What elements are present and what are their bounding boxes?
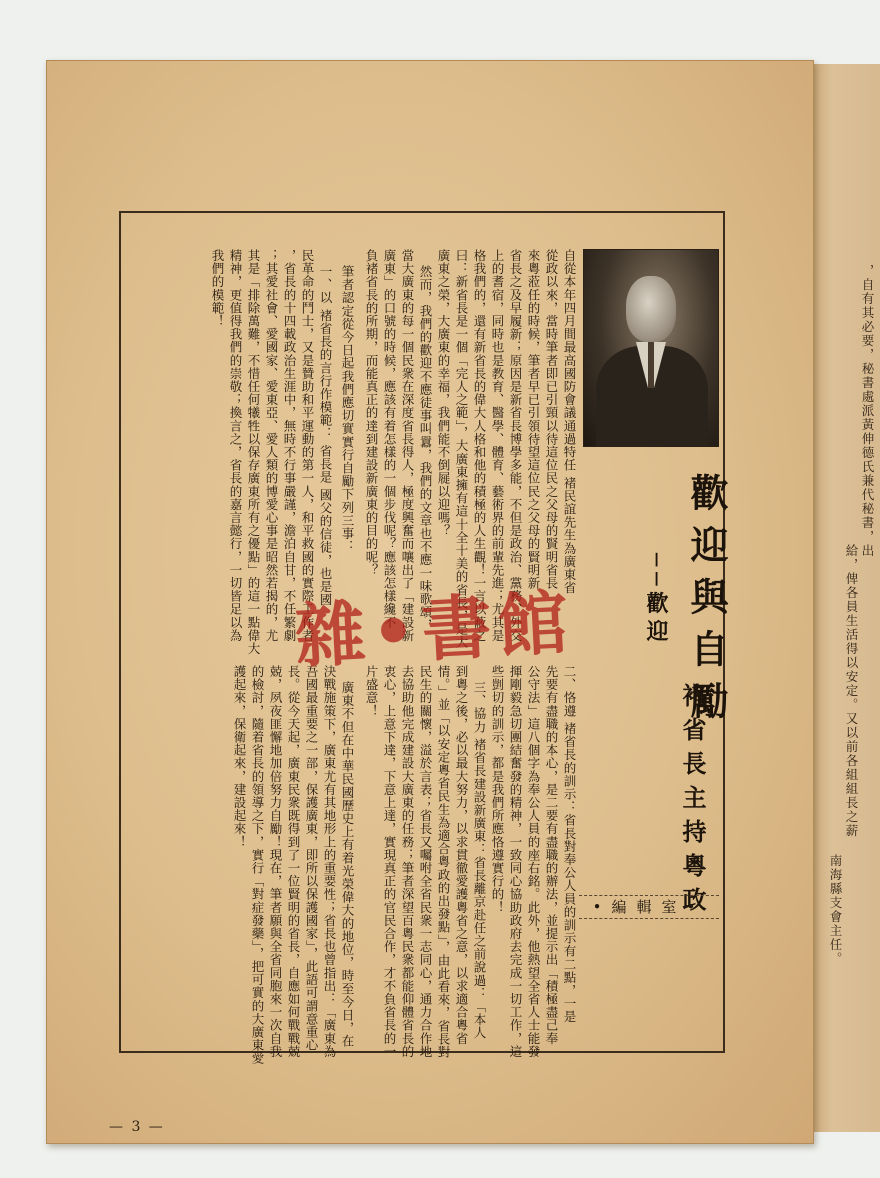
text-column: 上的耆宿，同時也是教育、醫學、體育、藝術界的前輩先進；尤其是 bbox=[490, 249, 505, 642]
text-column: 省長之及早履新；原因是新省長博學多能，不但是政治、黨務、外交 bbox=[508, 249, 523, 642]
article-subtitle-name: 褚省長主持粵政 bbox=[678, 683, 707, 921]
text-column: ，省長的十四載政治生涯中，無時不行事嚴謹，澹泊自甘，不任繁劇 bbox=[282, 249, 297, 642]
text-column: 公守法」這八個字為奉公人員的座右銘。此外，他熱望全省人士能發 bbox=[526, 665, 541, 1058]
text-column: ；其愛社會、愛國家、愛東亞、愛人類的博愛心事是昭然若揭的，尤 bbox=[264, 249, 279, 642]
text-column: 揮剛毅急切團結奮發的精神，一致同心協助政府去完成一切工作，這 bbox=[508, 665, 523, 1058]
text-column: 來粵蒞任的時候，筆者早已引領待望這位民之父母的賢明新 bbox=[526, 249, 541, 590]
text-column: 三、協力 褚省長建設新廣東：省長離京赴任之前說過：「本人 bbox=[472, 681, 487, 1040]
text-column: 廣東不但在中華民國歷史上有着光榮偉大的地位，時至今日，在 bbox=[340, 681, 355, 1048]
text-column: 片盛意！ bbox=[364, 665, 379, 718]
text-column: 從政以來，當時筆者即已引頸以待這位民之父母的賢明省長 bbox=[544, 249, 559, 590]
text-column: 我們的模範！ bbox=[210, 249, 225, 328]
text-column: 廣東」的口號的時候，應該有着怎樣的一個步伐呢？應該怎樣纔不 bbox=[382, 249, 397, 629]
byline: •編輯室• bbox=[579, 895, 719, 919]
text-column: 到粵之後，必以最大努力，以求貫徹愛護粵省之意，以求適合粵省 bbox=[454, 665, 469, 1045]
text-column: 去協助他完成建設大廣東的任務；筆者深望百粵民衆都能仰體省長的 bbox=[400, 665, 415, 1058]
text-column: 民革命的鬥士，又是贊助和平運動的第一人，和平救國的實際工作者 bbox=[300, 249, 315, 642]
article-subtitle: ──歡迎 bbox=[643, 553, 669, 648]
text-column: 衷心，上意下達，下意上達，實現真正的官民合作，才不負省長的一 bbox=[382, 665, 397, 1058]
text-column: 情。」並「以安定粵省民生為適合粵政的出發點」，由此看來，省長對 bbox=[436, 665, 451, 1059]
next-page-column: 南海縣支會主任。 bbox=[828, 854, 843, 966]
text-column: 二、恪遵 褚省長的訓示：省長對奉公人員的訓示有二點，一是 bbox=[562, 665, 577, 1024]
text-column: 護起來，保衛起來，建設起來！ bbox=[232, 665, 247, 849]
next-page-edge bbox=[808, 64, 880, 1132]
text-column: 一、以 褚省長的言行作模範： 省長是 國父的信徒，也是國 bbox=[318, 265, 333, 607]
text-column: 廣東之榮，大廣東的幸福，我們能不倒屣以迎嗎？ bbox=[436, 249, 451, 538]
library-stamp: 雜•書館 bbox=[293, 581, 576, 679]
text-column: 精神，更值得我們的崇敬；換言之，省長的嘉言懿行，一切皆足以為 bbox=[228, 249, 243, 642]
text-column: 筆者認定從今日起我們應切實實行自勵下列三事： bbox=[340, 265, 355, 554]
text-column: 民生的關懷，溢於言表；省長又囑咐全省民衆一志同心，通力合作地 bbox=[418, 665, 433, 1058]
text-column: 長。從今天起，廣東民衆既得到了一位賢明的省長，自應如何戰戰兢 bbox=[286, 665, 301, 1058]
page-number: — 3 — bbox=[109, 1119, 165, 1135]
text-column: 其是「排除萬難，不惜任何犧牲以保存廣東所有之優點」的這一點偉大 bbox=[246, 249, 261, 656]
text-column: 些剴切的訓示，都是我們所應恪遵實行的！ bbox=[490, 665, 505, 914]
next-page-column: 給，俾各員生活得以安定。又以前各組組長之薪 bbox=[844, 544, 859, 838]
text-column: 決戰施策下，廣東尤有其地形上的重要性；省長也曾指出：「廣東為 bbox=[322, 665, 337, 1058]
portrait-photo bbox=[583, 249, 719, 447]
text-column: 吾國最重要之一部，保護廣東，即所以保護國家」，此語可謂意重心 bbox=[304, 665, 319, 1052]
text-column: 的檢討，隨着省長的領導之下，實行「對症發藥」，把可實的大廣東愛 bbox=[250, 665, 265, 1065]
text-column: 自從本年四月間最高國防會議通過特任 褚民誼先生為廣東省 bbox=[562, 249, 577, 595]
text-column: 曰：新省長是一個「完人之範」，大廣東擁有這十全十美的省長，是大 bbox=[454, 249, 469, 649]
magazine-page bbox=[46, 60, 814, 1144]
next-page-column: ，自有其必要，秘書處派黃伸德氏兼代秘書，出 bbox=[860, 264, 875, 558]
text-column: 當大廣東的每一個民衆在深度省長得人，極度興奮而嚷出了「建設新 bbox=[400, 249, 415, 642]
text-column: 兢，夙夜匪懈地加倍努力自勵！現在，筆者願與全省同胞來一次自我 bbox=[268, 665, 283, 1058]
article-title: 歡迎與自勵 bbox=[684, 473, 728, 733]
text-column: 格我們的，還有新省長的偉大人格和他的積極的人生觀！一言以蔽之 bbox=[472, 249, 487, 642]
text-column: 先要有盡職的本心，是二要有盡職的辦法，並提示出「積極盡己奉 bbox=[544, 665, 559, 1045]
text-column: 負褚省長的所期，而能真正的達到建設新廣東的目的呢？ bbox=[364, 249, 379, 577]
text-column: 然而，我們的歡迎不應徒事叫囂，我們的文章也不應一味歌頌， bbox=[418, 265, 433, 632]
